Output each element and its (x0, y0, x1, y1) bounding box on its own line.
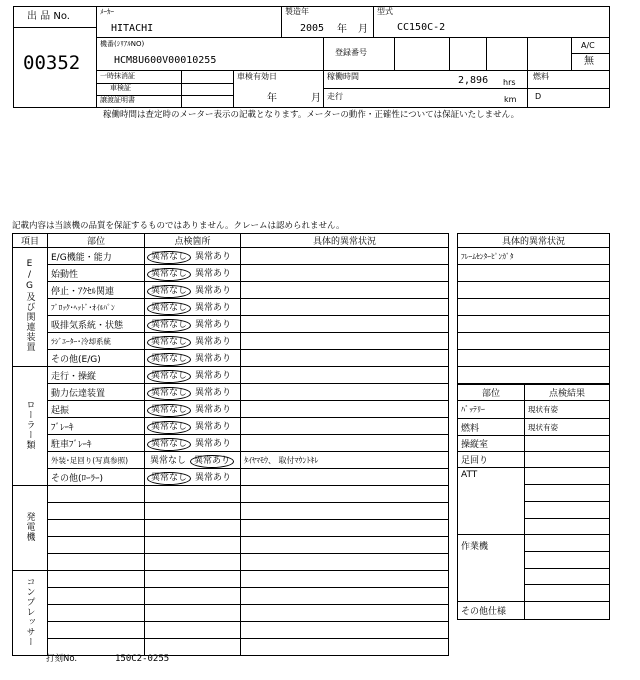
ng-option[interactable]: 異常あり (195, 251, 232, 262)
check-cell (145, 282, 241, 299)
check-cell (145, 418, 241, 435)
fuel-label: 燃料 (533, 72, 549, 81)
detail-cell (241, 248, 449, 265)
table-row (13, 384, 449, 401)
ok-option[interactable]: 異常なし (147, 472, 191, 485)
table-row (13, 622, 449, 639)
col-item-header: 項目 (13, 234, 48, 248)
detail-cell (241, 265, 449, 282)
detail-cell (241, 316, 449, 333)
inspection-month-unit: 月 (311, 93, 321, 104)
table-row (13, 537, 449, 554)
right-detail-cell (458, 299, 610, 316)
table-row (13, 571, 449, 588)
table-row (13, 639, 449, 656)
check-cell (145, 554, 241, 571)
table-row (13, 486, 449, 503)
ok-option[interactable]: 異常なし (147, 387, 191, 400)
serial-value: HCM8U600V00010255 (114, 55, 217, 66)
other-spec-label: その他仕様 (458, 602, 525, 620)
header-block (13, 6, 610, 108)
ok-option[interactable]: 異常なし (147, 353, 191, 366)
check-cell (145, 333, 241, 350)
detail-cell (241, 639, 449, 656)
check-cell (145, 384, 241, 401)
right-detail-row (458, 367, 610, 384)
ng-option[interactable]: 異常あり (195, 302, 232, 313)
table-row (13, 350, 449, 367)
part-cell: 吸排気系統・状態 (48, 316, 145, 333)
table-row (13, 299, 449, 316)
detail-cell (241, 554, 449, 571)
right-detail-row (458, 299, 610, 316)
section-label (13, 367, 48, 486)
part-cell: その他(E/G) (48, 350, 145, 367)
inspection-table (12, 233, 449, 656)
check-cell (145, 435, 241, 452)
inspection-year-unit: 年 (267, 93, 277, 104)
right-detail-row (458, 282, 610, 299)
ac-label: A/C (581, 41, 595, 50)
check-cell (145, 350, 241, 367)
part-cell: ﾗｼﾞｴｰﾀｰ･冷却系統 (48, 333, 145, 350)
year-unit: 年 (337, 24, 347, 35)
detail-cell (241, 571, 449, 588)
cab-result (525, 436, 610, 452)
check-cell (145, 452, 241, 469)
right-detail-row (458, 316, 610, 333)
check-cell (145, 503, 241, 520)
stamp-no: 150C2-0255 (115, 654, 170, 664)
right-detail-row (458, 265, 610, 282)
section-label (13, 248, 48, 367)
check-cell (145, 265, 241, 282)
part-cell: ﾌﾞﾛｯｸ･ﾍｯﾄﾞ･ｵｲﾙﾊﾟﾝ (48, 299, 145, 316)
col-part-header: 部位 (48, 234, 145, 248)
table-row (13, 469, 449, 486)
result-part-header: 部位 (458, 385, 525, 401)
ok-option[interactable]: 異常なし (147, 251, 191, 264)
undercarriage-result (525, 452, 610, 468)
part-cell (48, 588, 145, 605)
ok-option[interactable]: 異常なし (147, 336, 191, 349)
right-detail-cell: ﾌﾚｰﾑｾﾝﾀｰﾋﾟﾝｶﾞﾀ (458, 248, 610, 265)
table-row (13, 367, 449, 384)
part-cell (48, 639, 145, 656)
right-result-table (457, 384, 610, 620)
check-cell (145, 639, 241, 656)
work-label: 作業機 (458, 535, 525, 602)
temp-cert-label: 一時抹消証 (100, 72, 135, 80)
ac-value: 無 (584, 56, 594, 67)
right-detail-cell (458, 333, 610, 350)
part-cell: 始動性 (48, 265, 145, 282)
part-cell: 外装･足回り(写真参照) (48, 452, 145, 469)
part-cell (48, 622, 145, 639)
table-row (13, 588, 449, 605)
att-label: ATT (458, 468, 525, 535)
hours-value: 2,896 (458, 75, 489, 86)
detail-cell (241, 622, 449, 639)
section-label-text: ローラー類 (24, 399, 35, 450)
table-row (13, 435, 449, 452)
stamp-label: 打刻No. (46, 654, 78, 664)
right-detail-cell (458, 316, 610, 333)
table-row (13, 265, 449, 282)
right-detail-cell (458, 282, 610, 299)
inspection-label: 車検有効日 (237, 72, 277, 81)
table-row (13, 503, 449, 520)
check-cell (145, 469, 241, 486)
check-cell (145, 486, 241, 503)
ok-option[interactable]: 異常なし (147, 302, 191, 315)
ng-option[interactable]: 異常あり (195, 285, 232, 296)
right-detail-row (458, 350, 610, 367)
col-detail-header: 具体的異常状況 (241, 234, 449, 248)
part-cell: 起振 (48, 401, 145, 418)
part-cell: その他(ﾛｰﾗｰ) (48, 469, 145, 486)
model-value: CC150C-2 (397, 22, 446, 33)
hours-unit: hrs (503, 78, 516, 87)
detail-cell (241, 435, 449, 452)
part-cell (48, 571, 145, 588)
part-cell (48, 605, 145, 622)
detail-cell: ﾀｲﾔﾏﾓｳ、 取付ﾏｳﾝﾄｷﾚ (241, 452, 449, 469)
right-detail-cell (458, 367, 610, 384)
section-label-text: E/G及び関連装置 (24, 259, 35, 352)
detail-cell (241, 282, 449, 299)
table-row (13, 418, 449, 435)
detail-cell (241, 588, 449, 605)
battery-label: ﾊﾞｯﾃﾘｰ (458, 401, 525, 419)
table-row (13, 605, 449, 622)
detail-cell (241, 520, 449, 537)
right-detail-cell (458, 265, 610, 282)
part-cell: E/G機能・能力 (48, 248, 145, 265)
cab-label: 操縦室 (458, 436, 525, 452)
result-header: 点検結果 (525, 385, 610, 401)
check-cell (145, 367, 241, 384)
ok-option[interactable]: 異常なし (150, 455, 187, 466)
fuel-value: D (535, 92, 542, 101)
check-cell (145, 299, 241, 316)
check-cell (145, 248, 241, 265)
ng-option[interactable]: 異常あり (195, 404, 232, 415)
table-row (13, 333, 449, 350)
ng-option[interactable]: 異常あり (195, 353, 232, 364)
section-label-text: 発電機 (24, 511, 35, 542)
detail-cell (241, 486, 449, 503)
battery-result: 現状有姿 (525, 401, 610, 419)
check-cell (145, 605, 241, 622)
check-cell (145, 622, 241, 639)
ng-option[interactable]: 異常あり (195, 438, 232, 449)
ok-option[interactable]: 異常なし (147, 319, 191, 332)
table-row (13, 248, 449, 265)
check-cell (145, 520, 241, 537)
table-row (13, 401, 449, 418)
ng-option[interactable]: 異常あり (195, 336, 232, 347)
right-detail-table (457, 233, 610, 384)
detail-cell (241, 605, 449, 622)
part-cell: ﾌﾞﾚｰｷ (48, 418, 145, 435)
table-row (13, 282, 449, 299)
model-label: 型式 (377, 7, 393, 16)
section-label-text: コンプレッサー (24, 576, 35, 647)
ng-option[interactable]: 異常あり (190, 455, 234, 468)
part-cell: 走行・操縦 (48, 367, 145, 384)
detail-cell (241, 299, 449, 316)
check-cell (145, 588, 241, 605)
ok-option[interactable]: 異常なし (147, 285, 191, 298)
hours-label: 稼働時間 (327, 72, 359, 81)
part-cell: 停止・ｱｸｾﾙ関連 (48, 282, 145, 299)
detail-cell (241, 418, 449, 435)
detail-cell (241, 350, 449, 367)
travel-label: 走行 (327, 92, 343, 101)
right-detail-cell (458, 350, 610, 367)
part-cell (48, 520, 145, 537)
part-cell (48, 537, 145, 554)
part-cell (48, 486, 145, 503)
ok-option[interactable]: 異常なし (147, 404, 191, 417)
disclaimer: 記載内容は当該機の品質を保証するものではありません。クレームは認められません。 (12, 221, 345, 231)
table-row (13, 316, 449, 333)
transfer-cert-label: 譲渡証明書 (100, 96, 135, 104)
check-cell (145, 401, 241, 418)
right-detail-row (458, 333, 610, 350)
ng-option[interactable]: 異常あり (195, 268, 232, 279)
detail-cell (241, 401, 449, 418)
item-no: 00352 (23, 52, 81, 74)
detail-cell (241, 367, 449, 384)
right-detail-header: 具体的異常状況 (458, 234, 610, 248)
right-detail-row (458, 248, 610, 265)
detail-cell (241, 469, 449, 486)
part-cell: 駐車ﾌﾞﾚｰｷ (48, 435, 145, 452)
vehicle-cert-label: 車検証 (110, 84, 131, 92)
ok-option[interactable]: 異常なし (147, 438, 191, 451)
ng-option[interactable]: 異常あり (195, 370, 232, 381)
maker-label: ﾒｰｶｰ (100, 8, 114, 16)
month-unit: 月 (358, 24, 368, 35)
detail-cell (241, 537, 449, 554)
item-no-label: 出 品 No. (27, 11, 70, 22)
serial-label: 機番(ｼﾘｱﾙNO) (100, 40, 145, 48)
table-row (13, 452, 449, 469)
year-value: 2005 (300, 23, 325, 34)
col-check-header: 点検箇所 (145, 234, 241, 248)
detail-cell (241, 333, 449, 350)
ng-option[interactable]: 異常あり (195, 387, 232, 398)
detail-cell (241, 384, 449, 401)
travel-unit: km (504, 95, 517, 104)
ng-option[interactable]: 異常あり (195, 472, 232, 483)
part-cell (48, 554, 145, 571)
ok-option[interactable]: 異常なし (147, 268, 191, 281)
ng-option[interactable]: 異常あり (195, 421, 232, 432)
check-cell (145, 537, 241, 554)
table-row (13, 554, 449, 571)
year-label: 製造年 (285, 7, 309, 16)
section-label (13, 571, 48, 656)
fuel-row-label: 燃料 (458, 419, 525, 436)
fuel-result: 現状有姿 (525, 419, 610, 436)
ok-option[interactable]: 異常なし (147, 370, 191, 383)
meter-note: 稼働時間は査定時のメーター表示の記載となります。メーターの動作・正確性については保証いたしません。 (103, 110, 520, 120)
table-row (13, 520, 449, 537)
undercarriage-label: 足回り (458, 452, 525, 468)
part-cell (48, 503, 145, 520)
section-label (13, 486, 48, 571)
ok-option[interactable]: 異常なし (147, 421, 191, 434)
reg-label: 登録番号 (335, 48, 367, 57)
part-cell: 動力伝達装置 (48, 384, 145, 401)
maker-value: HITACHI (111, 23, 154, 34)
ng-option[interactable]: 異常あり (195, 319, 232, 330)
check-cell (145, 316, 241, 333)
check-cell (145, 571, 241, 588)
detail-cell (241, 503, 449, 520)
